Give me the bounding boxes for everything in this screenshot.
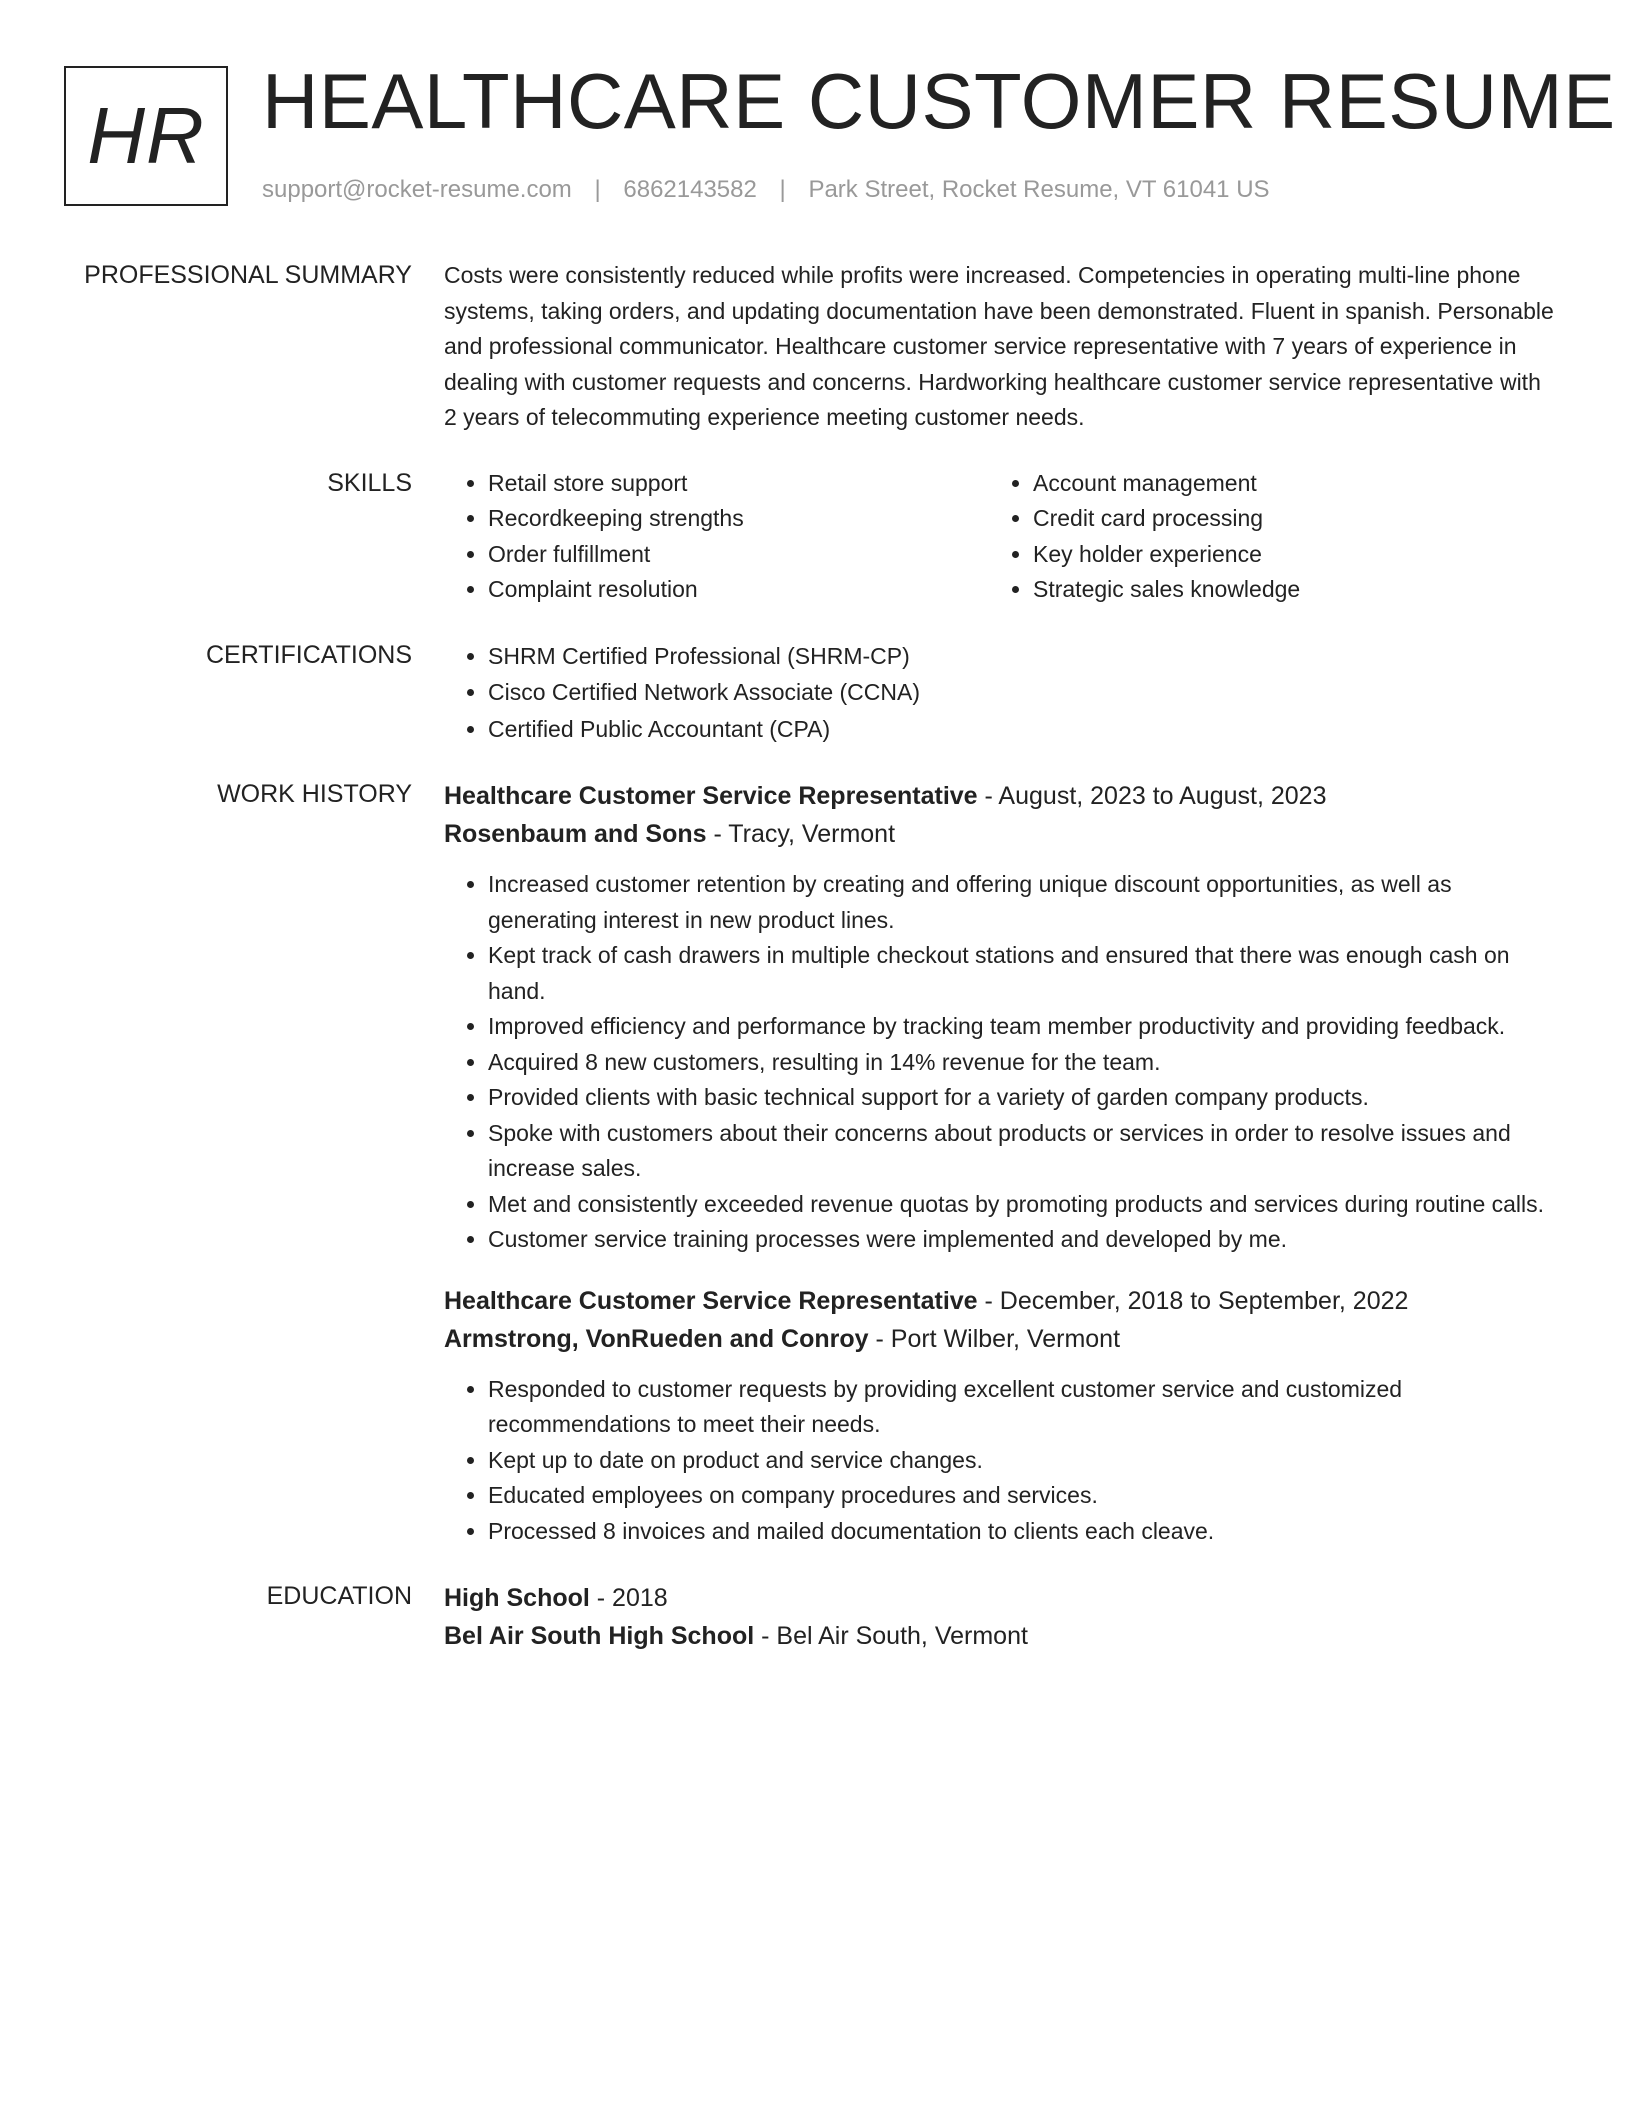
education-school-line — [444, 1617, 1554, 1655]
section-label-skills: SKILLS — [327, 468, 412, 497]
job-bullet: • Improved efficiency and performance by tracking team member productivity and providing feedback. — [488, 1009, 1554, 1045]
job-bullet: • Met and consistently exceeded revenue quotas by promoting products and services during routine calls. — [488, 1187, 1554, 1223]
job-bullet: • Responded to customer requests by providing excellent customer service and customized recommendations to meet their needs. — [488, 1372, 1554, 1443]
skills-list-right — [989, 466, 1534, 608]
job-bullet: • Increased customer retention by creating and offering unique discount opportunities, as well as generating interest in new product lines. — [488, 867, 1554, 938]
certification-item: • Cisco Certified Network Associate (CCNA) — [488, 674, 1554, 711]
skill-item: • Retail store support — [488, 466, 989, 502]
education-degree: High School — [444, 1584, 590, 1612]
job-bullet: • Kept up to date on product and service changes. — [488, 1443, 1554, 1479]
job-company-line — [444, 815, 1554, 853]
section-label-certifications: CERTIFICATIONS — [205, 640, 412, 669]
job-bullets — [444, 1372, 1554, 1550]
job-bullet: • Kept track of cash drawers in multiple checkout stations and ensured that there was enough cash on hand. — [488, 938, 1554, 1009]
job-title: Healthcare Customer Service Representative — [444, 782, 978, 810]
education-section — [0, 1579, 1632, 1655]
education-school: Bel Air South High School — [444, 1622, 755, 1650]
summary-body — [444, 258, 1554, 436]
monogram-logo: HR — [64, 66, 228, 206]
contact-separator: | — [779, 176, 786, 203]
resume-title: HEALTHCARE CUSTOMER RESUME — [262, 57, 1616, 145]
contact-address: Park Street, Rocket Resume, VT 61041 US — [808, 176, 1270, 203]
skill-item: • Key holder experience — [1033, 537, 1534, 573]
job-bullet: • Educated employees on company procedures and services. — [488, 1478, 1554, 1514]
skill-item: • Complaint resolution — [488, 572, 989, 608]
contact-email: support@rocket-resume.com — [262, 176, 572, 203]
work-history-section — [0, 777, 1632, 1549]
job-location: - Tracy, Vermont — [706, 820, 896, 848]
summary-section — [0, 258, 1632, 436]
contact-line — [262, 174, 1270, 206]
job-bullet: • Acquired 8 new customers, resulting in 14% revenue for the team. — [488, 1045, 1554, 1081]
certification-item: • Certified Public Accountant (CPA) — [488, 711, 1554, 748]
section-label-work-history: WORK HISTORY — [217, 780, 412, 808]
certifications-section — [0, 638, 1632, 748]
job-dates: - August, 2023 to August, 2023 — [977, 782, 1327, 810]
skill-item: • Strategic sales knowledge — [1033, 572, 1534, 608]
job-dates: - December, 2018 to September, 2022 — [977, 1286, 1409, 1315]
education-degree-line — [444, 1579, 1554, 1617]
job-title: Healthcare Customer Service Representative — [444, 1286, 978, 1315]
summary-text: Costs were consistently reduced while profits were increased. Competencies in operating multi-line phone systems, taking orders, and updating documentation have been demonstrated. Fluent in spanish. Personable and professional communicator. Healthcare customer service representative with 7 years of experience in dealing with customer requests and concerns. Hardworking healthcare customer service representative with 2 years of telecommuting experience meeting customer needs. — [444, 262, 1554, 430]
education-year: - 2018 — [589, 1584, 668, 1612]
job-location: - Port Wilber, Vermont — [868, 1324, 1121, 1353]
skills-section — [0, 466, 1632, 608]
skills-grid — [444, 466, 1554, 608]
work-history-body — [444, 777, 1554, 1549]
skill-item: • Recordkeeping strengths — [488, 501, 989, 537]
skill-item: • Account management — [1033, 466, 1534, 502]
job-title-line — [444, 777, 1554, 815]
education-location: - Bel Air South, Vermont — [754, 1622, 1028, 1650]
resume-content — [0, 258, 1632, 1685]
skills-body — [444, 466, 1554, 608]
job-bullet: • Customer service training processes were implemented and developed by me. — [488, 1222, 1554, 1258]
certifications-body — [444, 638, 1554, 748]
contact-separator: | — [594, 176, 601, 203]
job-bullet: • Provided clients with basic technical support for a variety of garden company products. — [488, 1080, 1554, 1116]
certifications-list — [444, 638, 1554, 748]
section-label-education: EDUCATION — [266, 1582, 412, 1610]
certification-item: • SHRM Certified Professional (SHRM-CP) — [488, 638, 1554, 675]
education-body — [444, 1579, 1554, 1655]
job-entry — [444, 777, 1554, 1258]
contact-phone: 6862143582 — [623, 176, 757, 203]
skills-list-left — [444, 466, 989, 608]
skill-item: • Credit card processing — [1033, 501, 1534, 537]
job-entry — [444, 1282, 1554, 1550]
job-bullet: • Processed 8 invoices and mailed documentation to clients each cleave. — [488, 1514, 1554, 1550]
job-bullet: • Spoke with customers about their concerns about products or services in order to resolve issues and increase sales. — [488, 1116, 1554, 1187]
skill-item: • Order fulfillment — [488, 537, 989, 573]
job-company: Armstrong, VonRueden and Conroy — [444, 1324, 869, 1353]
job-title-line — [444, 1282, 1554, 1320]
job-company: Rosenbaum and Sons — [444, 820, 707, 848]
job-bullets — [444, 867, 1554, 1258]
section-label-summary: PROFESSIONAL SUMMARY — [84, 261, 412, 289]
job-company-line — [444, 1320, 1554, 1358]
